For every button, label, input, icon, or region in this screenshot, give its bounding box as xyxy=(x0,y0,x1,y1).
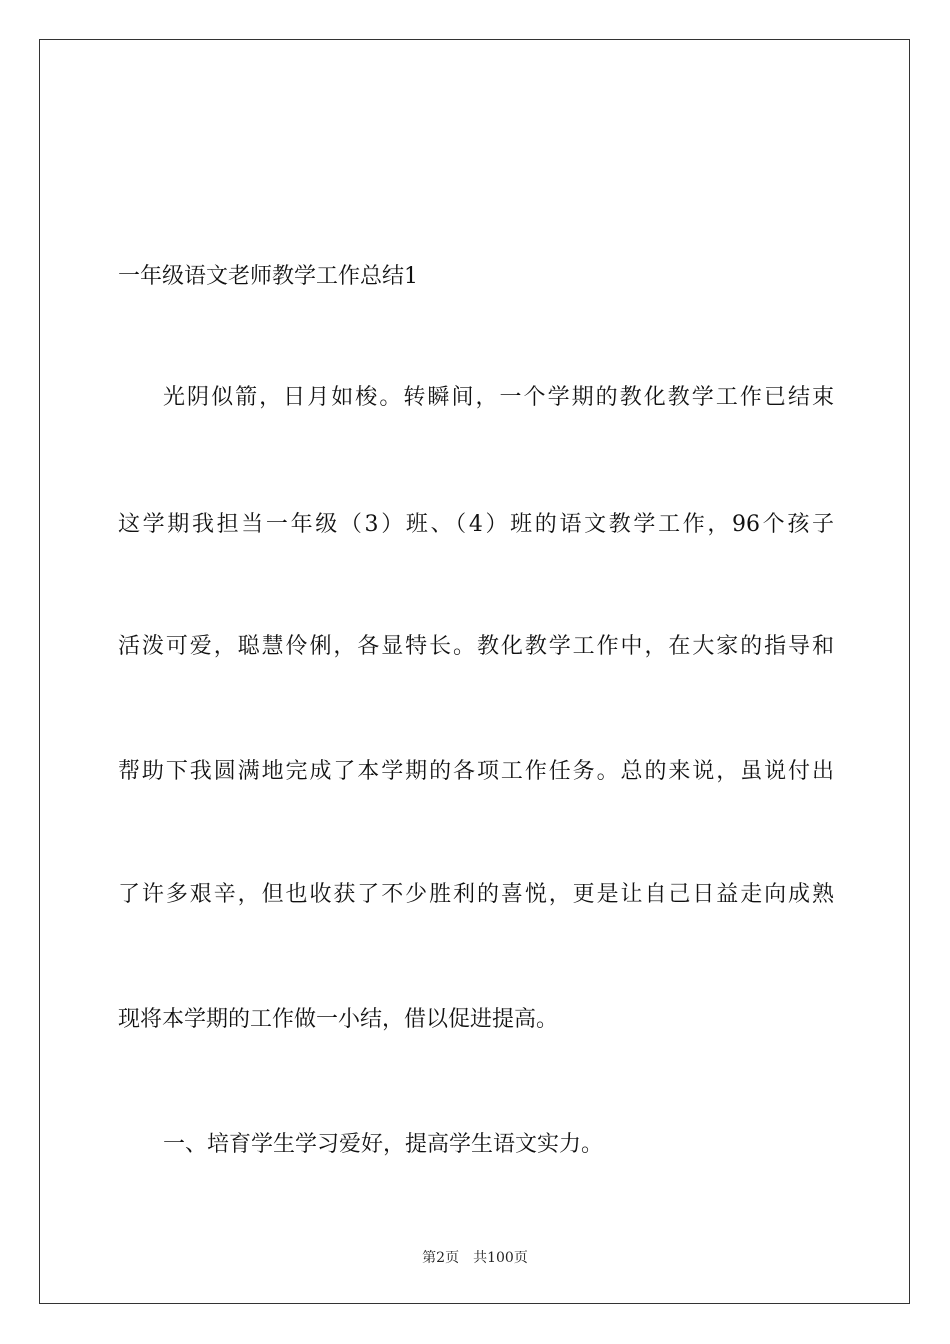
section-heading: 一、培育学生学习爱好，提高学生语文实力。 xyxy=(163,1132,604,1157)
document-title: 一年级语文老师教学工作总结1 xyxy=(118,264,418,289)
page-border xyxy=(39,39,910,1304)
total-pages-label: 共100页 xyxy=(473,1250,528,1266)
paragraph-line-1: 光阴似箭，日月如梭。转瞬间，一个学期的教化教学工作已结束 xyxy=(163,385,834,410)
paragraph-line-6: 现将本学期的工作做一小结，借以促进提高。 xyxy=(118,1007,559,1032)
page-footer xyxy=(0,1248,950,1268)
paragraph-line-5: 了许多艰辛，但也收获了不少胜利的喜悦，更是让自己日益走向成熟 xyxy=(118,882,834,907)
current-page-label: 第2页 xyxy=(422,1250,460,1266)
paragraph-line-4: 帮助下我圆满地完成了本学期的各项工作任务。总的来说，虽说付出 xyxy=(118,759,834,784)
paragraph-line-2: 这学期我担当一年级（3）班、（4）班的语文教学工作，96个孩子 xyxy=(118,512,834,537)
paragraph-line-3: 活泼可爱，聪慧伶俐，各显特长。教化教学工作中，在大家的指导和 xyxy=(118,634,834,659)
